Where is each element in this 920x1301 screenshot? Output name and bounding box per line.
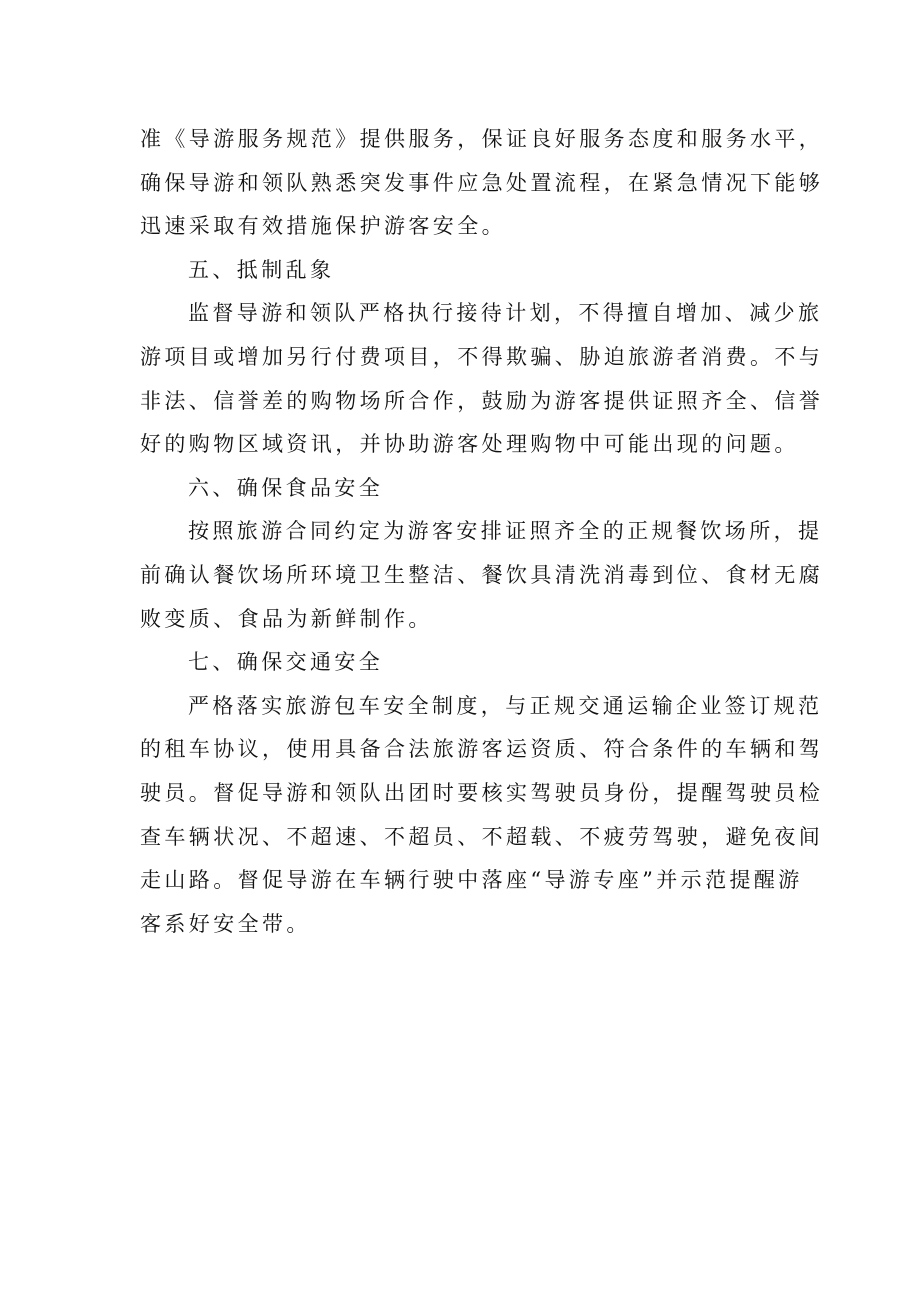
text-line: 前确认餐饮场所环境卫生整洁、餐饮具清洗消毒到位、食材无腐 <box>140 562 824 587</box>
text-line: 按照旅游合同约定为游客安排证照齐全的正规餐饮场所，提 <box>188 519 823 544</box>
text-line: 非法、信誉差的购物场所合作，鼓励为游客提供证照齐全、信誉 <box>140 388 824 413</box>
document-body <box>140 118 824 946</box>
text-line: 驶员。督促导游和领队出团时要核实驾驶员身份，提醒驾驶员检 <box>140 780 824 805</box>
text-line: 查车辆状况、不超速、不超员、不超载、不疲劳驾驶，避免夜间 <box>140 824 824 849</box>
text-line: 客系好安全带。 <box>140 911 311 936</box>
text-line: 监督导游和领队严格执行接待计划，不得擅自增加、减少旅 <box>188 301 823 326</box>
text-line: 准《导游服务规范》提供服务，保证良好服务态度和服务水平， <box>140 127 824 151</box>
text-line: 走山路。督促导游在车辆行驶中落座“导游专座”并示范提醒游 <box>140 868 803 893</box>
text-line: 迅速采取有效措施保护游客安全。 <box>140 214 506 239</box>
text-line: 确保导游和领队熟悉突发事件应急处置流程，在紧急情况下能够 <box>140 170 824 195</box>
text-line: 好的购物区域资讯，并协助游客处理购物中可能出现的问题。 <box>140 432 799 457</box>
text-line: 五、抵制乱象 <box>188 257 335 282</box>
text-line: 七、确保交通安全 <box>188 650 384 675</box>
text-line: 败变质、食品为新鲜制作。 <box>140 606 433 631</box>
text-line: 游项目或增加另行付费项目，不得欺骗、胁迫旅游者消费。不与 <box>140 344 824 369</box>
text-line: 六、确保食品安全 <box>188 475 384 500</box>
text-line: 严格落实旅游包车安全制度，与正规交通运输企业签订规范 <box>188 693 823 718</box>
text-line: 的租车协议，使用具备合法旅游客运资质、符合条件的车辆和驾 <box>140 737 824 762</box>
